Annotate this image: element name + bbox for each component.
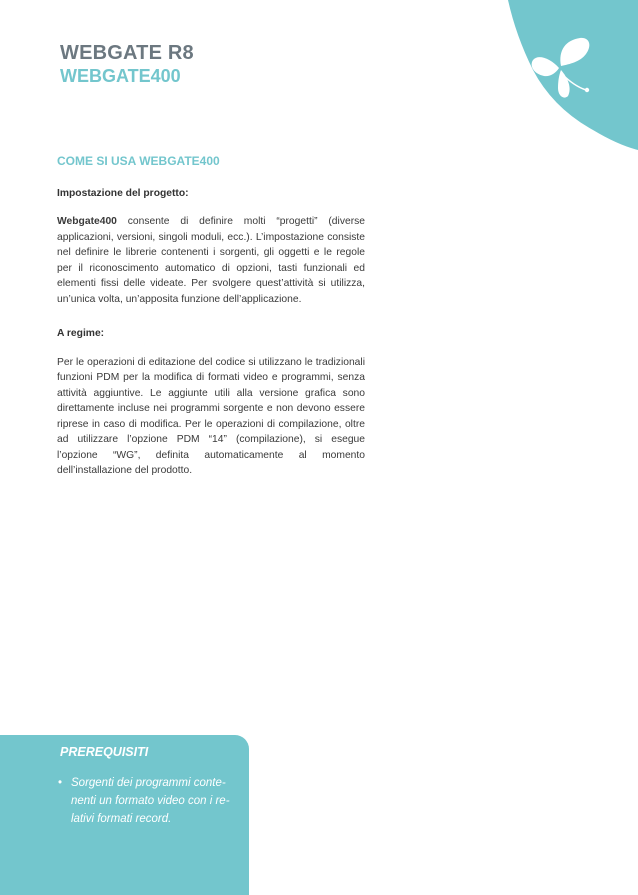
setup-paragraph — [57, 214, 365, 307]
prerequisite-item — [58, 774, 243, 828]
bullet-icon: • — [58, 777, 63, 789]
prerequisites-box — [0, 735, 249, 895]
main-content — [57, 154, 365, 498]
setup-lead: Webgate400 — [57, 216, 117, 227]
regime-paragraph: Per le operazioni di editazione del codice si utilizzano le tradizionali funzioni PDM per la modifica di formati video e programmi, senza attività aggiuntive. Le aggiunte utili alla versione grafica sono direttamente incluse nei programmi sorgente e non devono essere riprese in caso di modifica. Per le operazioni di compilazione, oltre ad utilizzare l’opzione PDM “14” (compilazione), si esegue l’opzione “WG”, definita automaticamente al momento dell’installazione del prodotto. — [57, 356, 365, 476]
regime-heading: A regime: — [57, 328, 105, 339]
butterfly-icon — [528, 36, 594, 102]
document-title: WEBGATE R8 — [60, 42, 194, 64]
setup-body: consente di definire molti “progetti” (diverse applicazioni, versioni, singoli moduli, ecc.). L’impostazione consiste nel definire le librerie contenenti i sorgenti, gli oggetti e le regole per il riconoscimento automatico di opzioni, tasti funzionali ed elementi fissi delle videate. Per svolgere quest’attività si utilizza, un’unica volta, un’apposita funzione dell’applicazione. — [57, 216, 365, 305]
document-subtitle: WEBGATE400 — [60, 66, 181, 86]
setup-heading: Impostazione del progetto: — [57, 187, 189, 199]
prerequisite-text: Sorgenti dei programmi conte- nenti un formato video con i re- lativi formati record. — [71, 777, 230, 825]
prerequisites-title: PREREQUISITI — [60, 745, 149, 759]
section-title: COME SI USA WEBGATE400 — [57, 154, 220, 168]
